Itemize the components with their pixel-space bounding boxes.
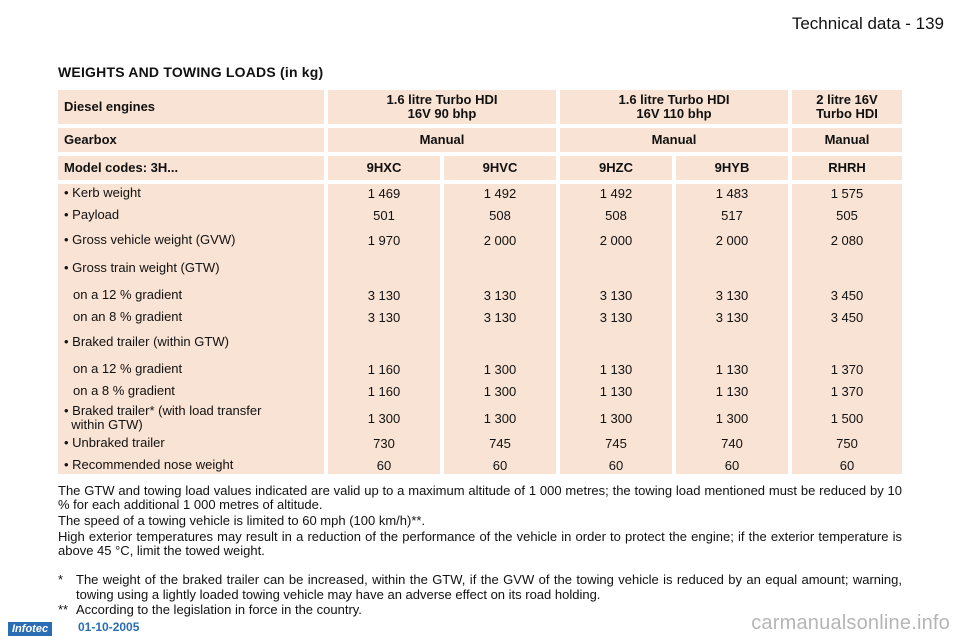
row-value: 1 492: [483, 185, 517, 201]
row-value: 1 492: [599, 185, 633, 201]
row-value: 1 469: [367, 185, 401, 201]
row-value: 3 450: [830, 287, 864, 303]
row-value: [560, 332, 672, 352]
row-label: on a 12 % gradient: [73, 287, 183, 302]
footnote-marker: *: [58, 572, 64, 587]
row-value: 1 130: [599, 383, 633, 399]
row-value: 1 483: [715, 185, 749, 201]
row-value: 1 370: [830, 361, 864, 377]
gearbox-value: Manual: [651, 132, 697, 147]
model-code: 9HZC: [599, 160, 633, 175]
row-value: 740: [721, 435, 743, 451]
row-label: • Braked trailer (within GTW): [64, 334, 229, 349]
row-label: • Payload: [64, 207, 120, 222]
section-title: WEIGHTS AND TOWING LOADS (in kg): [58, 64, 324, 80]
row-value: 750: [836, 435, 858, 451]
row-value: 1 160: [367, 383, 401, 399]
engines-label: Diesel engines: [64, 99, 156, 114]
table-row: [58, 184, 902, 202]
row-value: [444, 258, 556, 278]
row-value: [560, 258, 672, 278]
row-value: 1 300: [715, 410, 749, 426]
model-codes-row: [58, 156, 902, 180]
row-label: on an 8 % gradient: [73, 309, 183, 324]
row-value: 60: [376, 457, 392, 473]
row-value: 1 130: [715, 361, 749, 377]
row-value: 508: [489, 207, 511, 223]
row-value: 1 160: [367, 361, 401, 377]
table-row: [58, 403, 902, 432]
data-block: [58, 184, 902, 474]
engine-header: 1.6 litre Turbo HDI 16V 110 bhp: [618, 92, 730, 121]
row-value: [676, 332, 788, 352]
row-value: 1 370: [830, 383, 864, 399]
row-value: 505: [836, 207, 858, 223]
row-value: [792, 332, 902, 352]
row-value: 60: [492, 457, 508, 473]
weights-table: [58, 90, 902, 474]
note: The speed of a towing vehicle is limited to 60 mph (100 km/h)**.: [58, 513, 426, 528]
row-value: 501: [373, 207, 395, 223]
row-value: 2 000: [483, 232, 517, 248]
table-row: [58, 230, 902, 250]
table-row: [58, 456, 902, 474]
row-label: • Recommended nose weight: [64, 457, 234, 472]
engines-row: [58, 90, 902, 124]
table-row: [58, 434, 902, 452]
row-value: 2 000: [599, 232, 633, 248]
row-label: • Gross train weight (GTW): [64, 260, 220, 275]
table-row: [58, 286, 902, 304]
row-label: • Unbraked trailer: [64, 435, 165, 450]
engine-header: 1.6 litre Turbo HDI 16V 90 bhp: [386, 92, 498, 121]
row-value: 3 130: [599, 287, 633, 303]
row-value: 1 300: [367, 410, 401, 426]
gearbox-value: Manual: [419, 132, 465, 147]
row-value: 1 300: [483, 410, 517, 426]
row-label: • Kerb weight: [64, 185, 141, 200]
row-value: 1 970: [367, 232, 401, 248]
table-row: [58, 206, 902, 224]
row-value: 60: [608, 457, 624, 473]
row-value: 745: [489, 435, 511, 451]
row-value: 1 300: [599, 410, 633, 426]
model-codes-label: Model codes: 3H...: [64, 160, 179, 175]
row-value: 517: [721, 207, 743, 223]
row-value: 508: [605, 207, 627, 223]
row-value: 60: [839, 457, 855, 473]
row-label: on a 12 % gradient: [73, 361, 183, 376]
row-value: 3 130: [367, 309, 401, 325]
row-value: [328, 258, 440, 278]
row-value: 2 080: [830, 232, 864, 248]
table-row: [58, 332, 902, 352]
row-value: [792, 258, 902, 278]
row-value: 1 500: [830, 410, 864, 426]
row-value: 3 130: [599, 309, 633, 325]
table-row: [58, 308, 902, 326]
footnote-text: The weight of the braked trailer can be increased, within the GTW, if the GVW of the towing vehicle is reduced by an equal amount; warning, towing using a lightly loaded towing vehicle may have an adverse effect on its road holding.: [76, 572, 902, 602]
table-row: [58, 258, 902, 278]
watermark-url: carmanualsonline.info: [751, 612, 950, 634]
model-code: 9HVC: [482, 160, 518, 175]
gearbox-label: Gearbox: [64, 132, 117, 147]
row-value: [676, 258, 788, 278]
row-value: 3 130: [715, 309, 749, 325]
footnote: [58, 572, 902, 602]
row-value: 1 130: [715, 383, 749, 399]
footnote-text: According to the legislation in force in the country.: [76, 602, 362, 617]
row-value: [444, 332, 556, 352]
footnote-marker: **: [58, 602, 69, 617]
row-value: 745: [605, 435, 627, 451]
gearbox-row: [58, 128, 902, 152]
row-value: 730: [373, 435, 395, 451]
gearbox-value: Manual: [824, 132, 870, 147]
model-code: RHRH: [828, 160, 866, 175]
row-value: 1 575: [830, 185, 864, 201]
engine-header: 2 litre 16V Turbo HDI: [816, 92, 878, 121]
model-code: 9HYB: [714, 160, 750, 175]
row-value: 3 450: [830, 309, 864, 325]
model-code: 9HXC: [366, 160, 402, 175]
row-value: 2 000: [715, 232, 749, 248]
row-value: 1 130: [599, 361, 633, 377]
page-header: Technical data - 139: [791, 14, 944, 33]
row-label: • Gross vehicle weight (GVW): [64, 232, 236, 247]
infotec-logo: Infotec: [8, 622, 52, 636]
row-value: 1 300: [483, 361, 517, 377]
row-value: 3 130: [367, 287, 401, 303]
footer-date: 01-10-2005: [78, 620, 140, 634]
row-value: 1 300: [483, 383, 517, 399]
table-row: [58, 382, 902, 400]
row-value: 3 130: [715, 287, 749, 303]
note: High exterior temperatures may result in a reduction of the performance of the vehicle in order to protect the engine; if the exterior temperature is above 45 °C, limit the towed weight.: [58, 529, 902, 558]
row-label: • Braked trailer* (with load transfer within GTW): [64, 403, 262, 432]
table-row: [58, 360, 902, 378]
row-label: on a 8 % gradient: [73, 383, 175, 398]
row-value: 3 130: [483, 309, 517, 325]
note: The GTW and towing load values indicated are valid up to a maximum altitude of 1 000 metres; the towing load mentioned must be reduced by 10 % for each additional 1 000 metres of altitude.: [58, 483, 902, 512]
row-value: 60: [724, 457, 740, 473]
row-value: [328, 332, 440, 352]
row-value: 3 130: [483, 287, 517, 303]
